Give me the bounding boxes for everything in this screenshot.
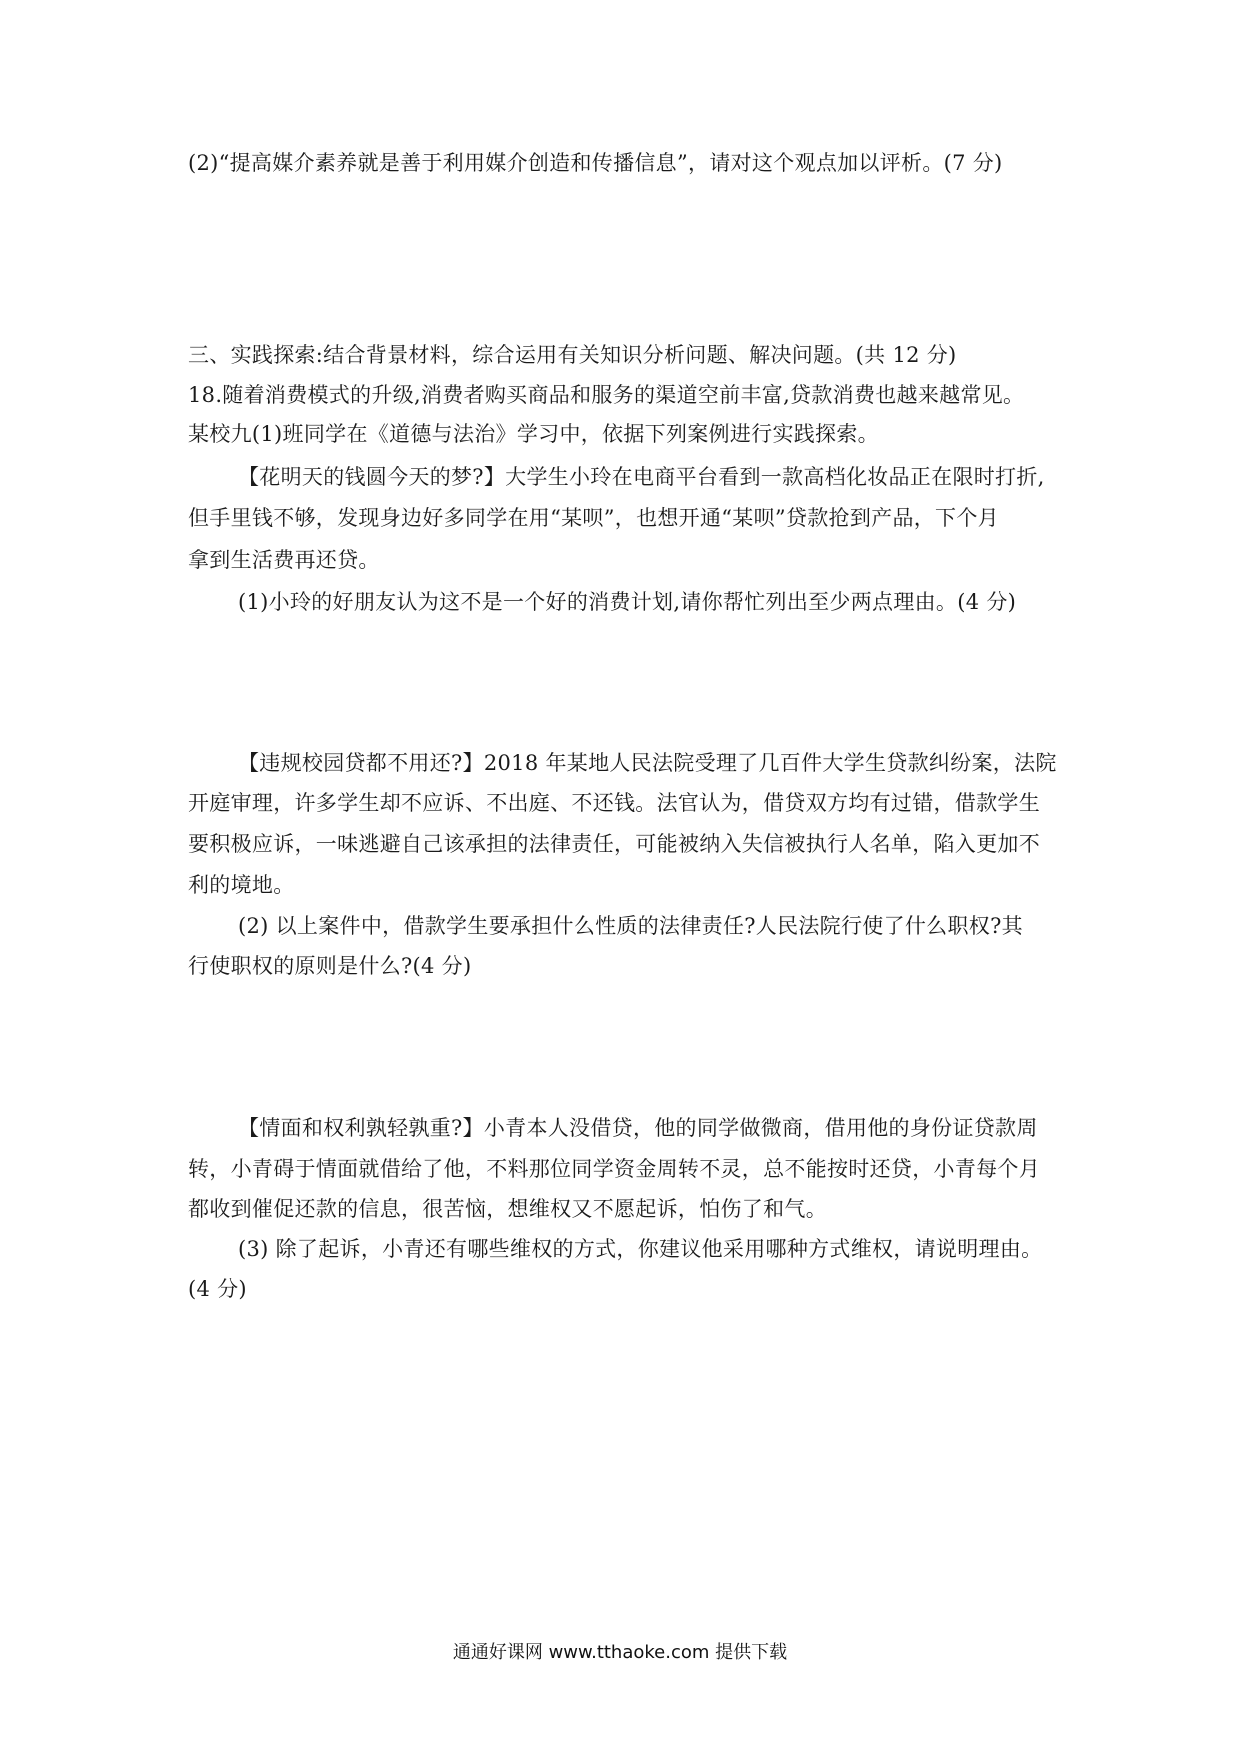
question-18-part-2-line-1: (2) 以上案件中，借款学生要承担什么性质的法律责任?人民法院行使了什么职权?其 <box>238 914 1023 938</box>
question-18-part-3-line-2: (4 分) <box>188 1277 247 1301</box>
case-3-line-2: 转，小青碍于情面就借给了他，不料那位同学资金周转不灵，总不能按时还贷，小青每个月 <box>188 1157 1040 1181</box>
case-3-line-1: 【情面和权利孰轻孰重?】小青本人没借贷，他的同学做微商，借用他的身份证贷款周 <box>238 1116 1038 1140</box>
case-2-line-2: 开庭审理，许多学生却不应诉、不出庭、不还钱。法官认为，借贷双方均有过错，借款学生 <box>188 791 1040 815</box>
question-17-part-2: (2)“提高媒介素养就是善于利用媒介创造和传播信息”，请对这个观点加以评析。(7 分) <box>188 151 1003 175</box>
case-1-line-1: 【花明天的钱圆今天的梦?】大学生小玲在电商平台看到一款高档化妆品正在限时打折, <box>238 465 1045 489</box>
question-18-part-1: (1)小玲的好朋友认为这不是一个好的消费计划,请你帮忙列出至少两点理由。(4 分) <box>238 590 1017 614</box>
case-2-line-3: 要积极应诉，一味逃避自己该承担的法律责任，可能被纳入失信被执行人名单，陷入更加不 <box>188 832 1040 856</box>
case-2-line-1: 【违规校园贷都不用还?】2018 年某地人民法院受理了几百件大学生贷款纠纷案，法院 <box>238 751 1057 775</box>
footer-watermark: 通通好课网 www.tthaoke.com 提供下载 <box>452 1642 788 1663</box>
case-2-line-4: 利的境地。 <box>188 873 295 897</box>
question-18-intro-line-2: 某校九(1)班同学在《道德与法治》学习中，依据下列案例进行实践探索。 <box>188 422 879 446</box>
section-3-heading: 三、实践探索:结合背景材料，综合运用有关知识分析问题、解决问题。(共 12 分) <box>188 343 957 367</box>
question-18-part-2-line-2: 行使职权的原则是什么?(4 分) <box>188 954 472 978</box>
case-1-line-2: 但手里钱不够，发现身边好多同学在用“某呗”，也想开通“某呗”贷款抢到产品，下个月 <box>188 506 999 530</box>
case-1-line-3: 拿到生活费再还贷。 <box>188 548 380 572</box>
question-18-intro-line-1: 18.随着消费模式的升级,消费者购买商品和服务的渠道空前丰富,贷款消费也越来越常见。 <box>188 383 1025 407</box>
case-3-line-3: 都收到催促还款的信息，很苦恼，想维权又不愿起诉，怕伤了和气。 <box>188 1197 827 1221</box>
question-18-part-3-line-1: (3) 除了起诉，小青还有哪些维权的方式，你建议他采用哪种方式维权，请说明理由。 <box>238 1237 1043 1261</box>
